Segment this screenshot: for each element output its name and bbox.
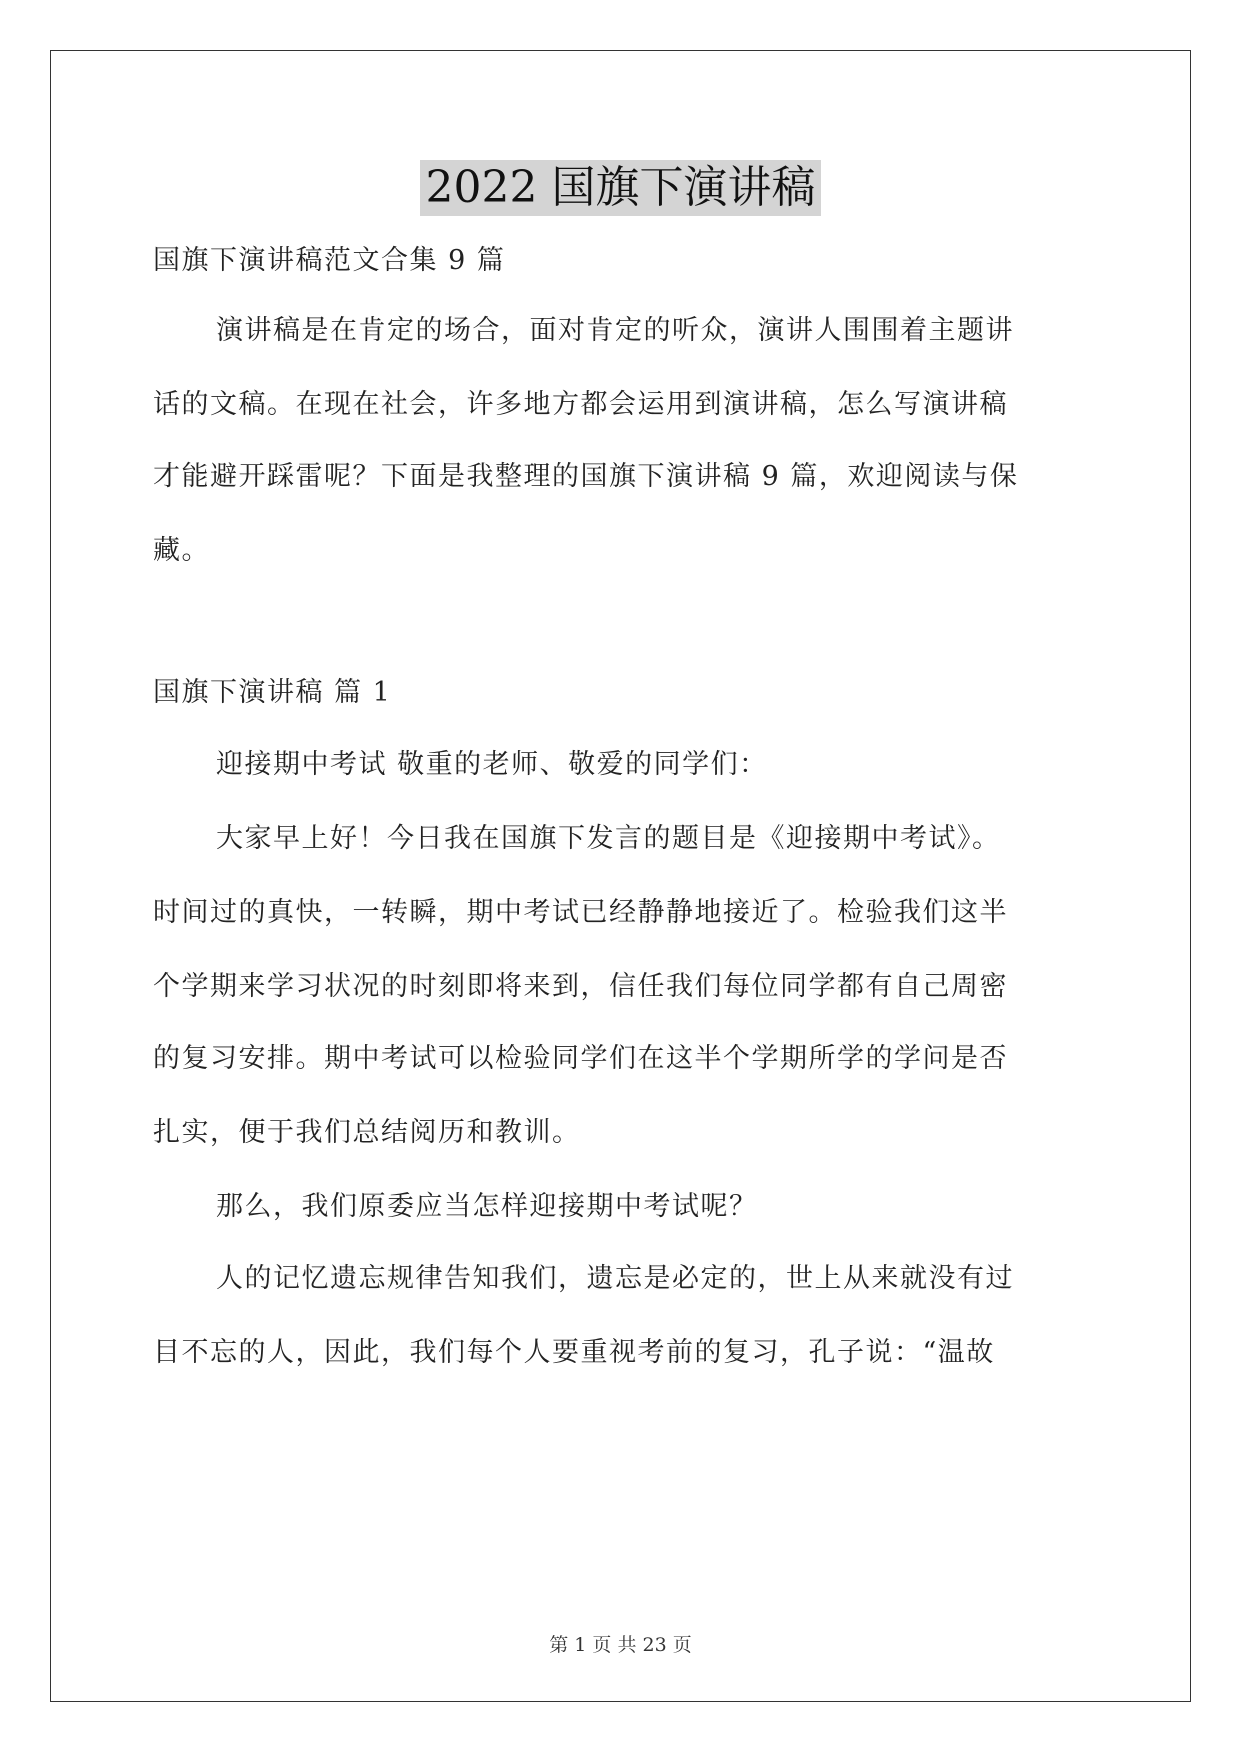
intro-line: 演讲稿是在肯定的场合，面对肯定的听众，演讲人围围着主题讲 <box>216 315 1014 346</box>
body-line: 目不忘的人，因此，我们每个人要重视考前的复习，孔子说：“温故 <box>153 1337 995 1368</box>
body-line: 大家早上好！今日我在国旗下发言的题目是《迎接期中考试》。 <box>216 823 1001 854</box>
body-line: 那么，我们原委应当怎样迎接期中考试呢？ <box>216 1191 758 1222</box>
subtitle: 国旗下演讲稿范文合集 9 篇 <box>153 245 506 276</box>
body-line: 人的记忆遗忘规律告知我们，遗忘是必定的，世上从来就没有过 <box>216 1263 1014 1294</box>
body-line: 扎实，便于我们总结阅历和教训。 <box>153 1117 581 1148</box>
title-container <box>0 160 1241 216</box>
intro-line: 藏。 <box>153 535 210 566</box>
page-border <box>50 50 1191 1702</box>
intro-line: 话的文稿。在现在社会，许多地方都会运用到演讲稿，怎么写演讲稿 <box>153 389 1008 420</box>
document-title: 2022 国旗下演讲稿 <box>420 160 822 216</box>
page-number-footer: 第 1 页 共 23 页 <box>549 1634 692 1656</box>
intro-line: 才能避开踩雷呢？下面是我整理的国旗下演讲稿 9 篇，欢迎阅读与保 <box>153 461 1019 492</box>
body-line: 个学期来学习状况的时刻即将来到，信任我们每位同学都有自己周密 <box>153 971 1008 1002</box>
body-line: 的复习安排。期中考试可以检验同学们在这半个学期所学的学问是否 <box>153 1043 1008 1074</box>
body-line: 迎接期中考试 敬重的老师、敬爱的同学们： <box>216 749 768 780</box>
body-line: 时间过的真快，一转瞬，期中考试已经静静地接近了。检验我们这半 <box>153 897 1008 928</box>
section-heading: 国旗下演讲稿 篇 1 <box>153 677 392 708</box>
